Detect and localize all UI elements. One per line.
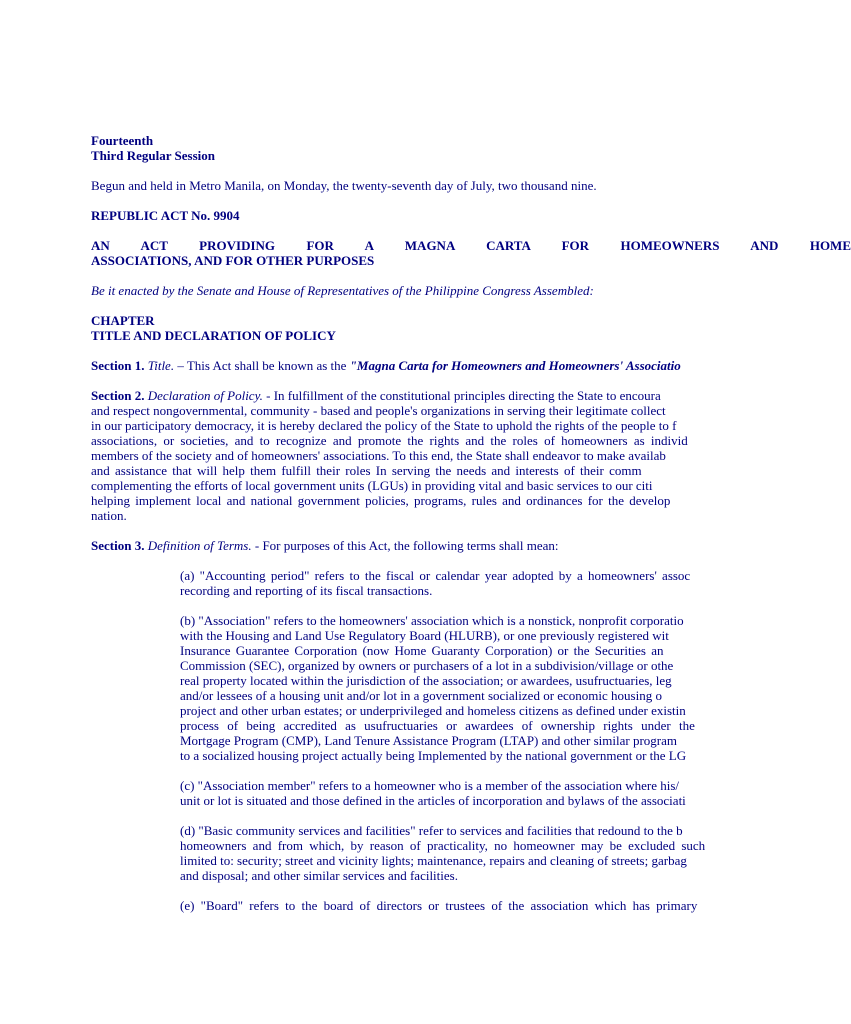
act-title bbox=[91, 238, 851, 268]
section-1-short-title: "Magna Carta for Homeowners and Homeowners' Associatio bbox=[349, 358, 681, 373]
definition-e bbox=[180, 898, 850, 913]
section-1-text: – This Act shall be known as the bbox=[174, 358, 350, 373]
document-page bbox=[91, 133, 851, 928]
section-3-label: Section 3. bbox=[91, 538, 145, 553]
definition-line: Commission (SEC), organized by owners or purchasers of a lot in a subdivision/village or othe bbox=[180, 658, 674, 673]
enacting-clause: Be it enacted by the Senate and House of Representatives of the Philippine Congress Assembled: bbox=[91, 283, 594, 298]
definition-line: limited to: security; street and vicinity lights; maintenance, repairs and cleaning of streets; garbag bbox=[180, 853, 687, 868]
definition-line: homeowners and from which, by reason of practicality, no homeowner may be excluded such bbox=[180, 838, 706, 853]
definition-line: (d) "Basic community services and facilities" refer to services and facilities that redound to the b bbox=[180, 823, 683, 838]
section-3-heading: Definition of Terms. bbox=[147, 538, 252, 553]
definition-line: Mortgage Program (CMP), Land Tenure Assistance Program (LTAP) and other similar program bbox=[180, 733, 678, 748]
section-2-text: - In fulfillment of the constitutional principles directing the State to encoura bbox=[262, 388, 661, 403]
section-2-line: members of the society and of homeowners' associations. To this end, the State shall endeavor to make availab bbox=[91, 448, 666, 463]
definition-line: and/or lessees of a housing unit and/or lot in a government socialized or economic housing o bbox=[180, 688, 662, 703]
act-title-line2: ASSOCIATIONS, AND FOR OTHER PURPOSES bbox=[91, 253, 375, 268]
chapter-label: CHAPTER bbox=[91, 313, 155, 328]
definition-line: unit or lot is situated and those defined in the articles of incorporation and bylaws of the associati bbox=[180, 793, 686, 808]
definition-line: real property located within the jurisdiction of the association; or awardees, usufructuaries, leg bbox=[180, 673, 672, 688]
section-2-line: and respect nongovernmental, community - based and people's organizations in serving their legitimate collect bbox=[91, 403, 666, 418]
section-1-heading: Title. bbox=[147, 358, 175, 373]
section-2-line: complementing the efforts of local government units (LGUs) in providing vital and basic services to our citi bbox=[91, 478, 653, 493]
definition-b bbox=[180, 613, 850, 763]
congress-label: Fourteenth bbox=[91, 133, 154, 148]
section-1 bbox=[91, 358, 851, 373]
section-2-heading: Declaration of Policy. bbox=[147, 388, 263, 403]
section-2-line: in our participatory democracy, it is hereby declared the policy of the State to uphold the rights of the people to f bbox=[91, 418, 677, 433]
section-3-text: - For purposes of this Act, the following terms shall mean: bbox=[251, 538, 559, 553]
section-2-line: nation. bbox=[91, 508, 127, 523]
definition-c bbox=[180, 778, 850, 808]
definition-line: (c) "Association member" refers to a homeowner who is a member of the association where his/ bbox=[180, 778, 680, 793]
definition-line: process of being accredited as usufructuaries or awardees of ownership rights under the bbox=[180, 718, 695, 733]
act-number: REPUBLIC ACT No. 9904 bbox=[91, 208, 240, 223]
definition-line: Insurance Guarantee Corporation (now Home Guaranty Corporation) or the Securities an bbox=[180, 643, 664, 658]
definition-d bbox=[180, 823, 850, 883]
section-2-line: and assistance that will help them fulfill their roles In serving the needs and interests of their comm bbox=[91, 463, 642, 478]
definition-a bbox=[180, 568, 850, 598]
definition-line: project and other urban estates; or underprivileged and homeless citizens as defined under existin bbox=[180, 703, 686, 718]
definition-line: (a) "Accounting period" refers to the fiscal or calendar year adopted by a homeowners' assoc bbox=[180, 568, 691, 583]
section-2 bbox=[91, 388, 851, 523]
section-2-line: associations, or societies, and to recognize and promote the rights and the roles of homeowners as individ bbox=[91, 433, 688, 448]
definition-line: (e) "Board" refers to the board of directors or trustees of the association which has primary bbox=[180, 898, 698, 913]
definition-line: (b) "Association" refers to the homeowners' association which is a nonstick, nonprofit corporatio bbox=[180, 613, 684, 628]
act-title-line1: AN ACT PROVIDING FOR A MAGNA CARTA FOR HOMEOWNERS AND HOME bbox=[91, 238, 851, 253]
session-label: Third Regular Session bbox=[91, 148, 216, 163]
definition-line: with the Housing and Land Use Regulatory Board (HLURB), or one previously registered wit bbox=[180, 628, 669, 643]
section-2-line: helping implement local and national government policies, programs, rules and ordinances for the develop bbox=[91, 493, 671, 508]
section-2-label: Section 2. bbox=[91, 388, 145, 403]
definition-line: to a socialized housing project actually being Implemented by the national government or the LG bbox=[180, 748, 687, 763]
section-3 bbox=[91, 538, 851, 553]
section-2-line bbox=[91, 388, 851, 403]
section-1-label: Section 1. bbox=[91, 358, 145, 373]
definition-line: recording and reporting of its fiscal transactions. bbox=[180, 583, 433, 598]
begun-paragraph: Begun and held in Metro Manila, on Monday, the twenty-seventh day of July, two thousand nine. bbox=[91, 178, 597, 193]
chapter-title: TITLE AND DECLARATION OF POLICY bbox=[91, 328, 336, 343]
chapter-heading bbox=[91, 313, 851, 343]
definition-line: and disposal; and other similar services and facilities. bbox=[180, 868, 458, 883]
